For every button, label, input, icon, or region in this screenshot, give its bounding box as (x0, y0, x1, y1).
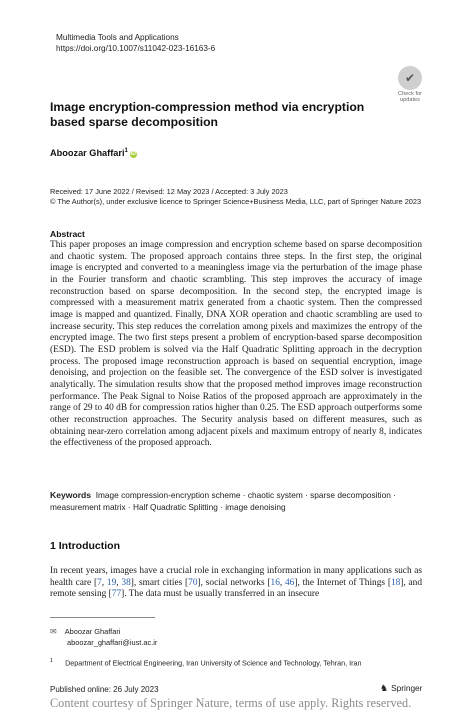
citation-link[interactable]: 70 (188, 577, 198, 588)
title-line-1: Image encryption-compression method via encryption (50, 100, 365, 114)
intro-heading: 1 Introduction (50, 540, 120, 552)
intro-text-part: , (116, 577, 122, 588)
citation-link[interactable]: 16 (270, 577, 280, 588)
correspondence (50, 627, 157, 648)
publisher-logo (380, 683, 422, 694)
keywords (50, 490, 420, 513)
author-affil-marker: 1 (124, 148, 128, 154)
intro-text-part: , (101, 577, 107, 588)
author (50, 148, 137, 158)
affiliation-marker: 1 (50, 658, 54, 664)
intro-text-part: , (279, 577, 285, 588)
keywords-label: Keywords (50, 490, 92, 500)
intro-text-part: ], smart cities [ (130, 577, 189, 588)
title-line-2: based sparse decomposition (50, 114, 218, 129)
journal-header (56, 33, 215, 54)
intro-text-part: ]. The data must be usually transferred in an insecure (121, 589, 320, 600)
citation-link[interactable]: 46 (285, 577, 295, 588)
courtesy-watermark: Content courtesy of Springer Nature, terms of use apply. Rights reserved. (50, 696, 412, 710)
abstract-heading: Abstract (50, 229, 85, 239)
paper-title (50, 100, 370, 129)
intro-text-part: ], and remote sensing [ (50, 577, 423, 600)
orcid-icon[interactable]: iD (130, 151, 136, 158)
keywords-text: Image compression-encryption scheme · chaotic system · sparse decomposition · measurement matrix · Half Quadratic Splitting · image denoising (50, 490, 396, 512)
check-updates-line2: updates (400, 97, 420, 104)
copyright-line: © The Author(s), under exclusive licence to Springer Science+Business Media, LLC, part of Springer Nature 2023 (50, 197, 422, 206)
affiliation (50, 658, 362, 667)
intro-text (50, 566, 422, 601)
citation-link[interactable]: 19 (106, 577, 117, 588)
author-name[interactable]: Aboozar Ghaffari (50, 148, 125, 159)
corresponding-email[interactable]: aboozar_ghaffari@iust.ac.ir (67, 637, 158, 647)
affiliation-text: Department of Electrical Engineering, Iran University of Science and Technology, Tehran, Iran (65, 658, 362, 668)
published-date: Published online: 26 July 2023 (50, 685, 159, 694)
intro-text-part: ], the Internet of Things [ (294, 577, 391, 588)
check-updates-line1: Check for (398, 91, 422, 97)
article-dates (50, 187, 421, 207)
envelope-icon: ✉ (50, 627, 57, 636)
doi-link[interactable]: https://doi.org/10.1007/s11042-023-16163-6 (56, 43, 216, 53)
corresponding-author: Aboozar Ghaffari (64, 627, 121, 636)
received-revised-accepted: Received: 17 June 2022 / Revised: 12 May 2023 / Accepted: 3 July 2023 (50, 187, 288, 196)
intro-text-part: In recent years, images have a crucial role in exchanging information in many applications such as health care [ (50, 566, 422, 588)
check-for-updates-icon: ✔ (398, 66, 422, 90)
citation-link[interactable]: 77 (111, 589, 122, 600)
citation-link[interactable]: 38 (121, 577, 131, 588)
publisher-name: Springer (391, 683, 423, 693)
check-for-updates-badge[interactable] (396, 66, 424, 106)
citation-link[interactable]: 18 (390, 577, 401, 588)
citation-link[interactable]: 7 (97, 577, 102, 588)
footnote-divider (50, 617, 155, 618)
journal-name: Multimedia Tools and Applications (56, 33, 179, 42)
springer-horse-icon: ♞ (380, 683, 389, 693)
intro-text-part: ], social networks [ (197, 577, 271, 588)
abstract-text: This paper proposes an image compression and encryption scheme based on sparse decomposition and chaotic system. The proposed approach contains three steps. In the first step, the original image is encrypted and converted to a meaningless image via the perturbation of the image phase in the Fourier transform and chaotic scrambling. This step improves the accuracy of image reconstruction based on sparse decomposition. In the second step, the encrypted image is compressed with a measurement matrix generated from a chaotic system. Then the compressed image is mapped and quantized. Finally, DNA XOR operation and chaotic scrambling are used to increase security. This step reduces the correlation among pixels and maximizes the entropy of the encrypted image. The two first steps present a problem of encryption-based sparse decomposition (ESD). The ESD problem is solved via the Half Quadratic Splitting approach in the decryption process. The proposed image reconstruction approach is based on sequential encryption, image denoising, and projection on the feasible set. The convergence of the ESD solver is investigated analytically. The simulation results show that the proposed method improves image reconstruction performance. The Peak Signal to Noise Ratios of the proposed approach are approximately in the range of 29 to 40 dB for compression ratios higher than 0.25. The ESD approach outperforms some other reconstruction approaches. The Security analysis based on different measures, such as obtaining near-zero correlation among adjacent pixels and maximum entropy of nearly 8, indicates the effectiveness of the proposed approach. (50, 240, 422, 449)
